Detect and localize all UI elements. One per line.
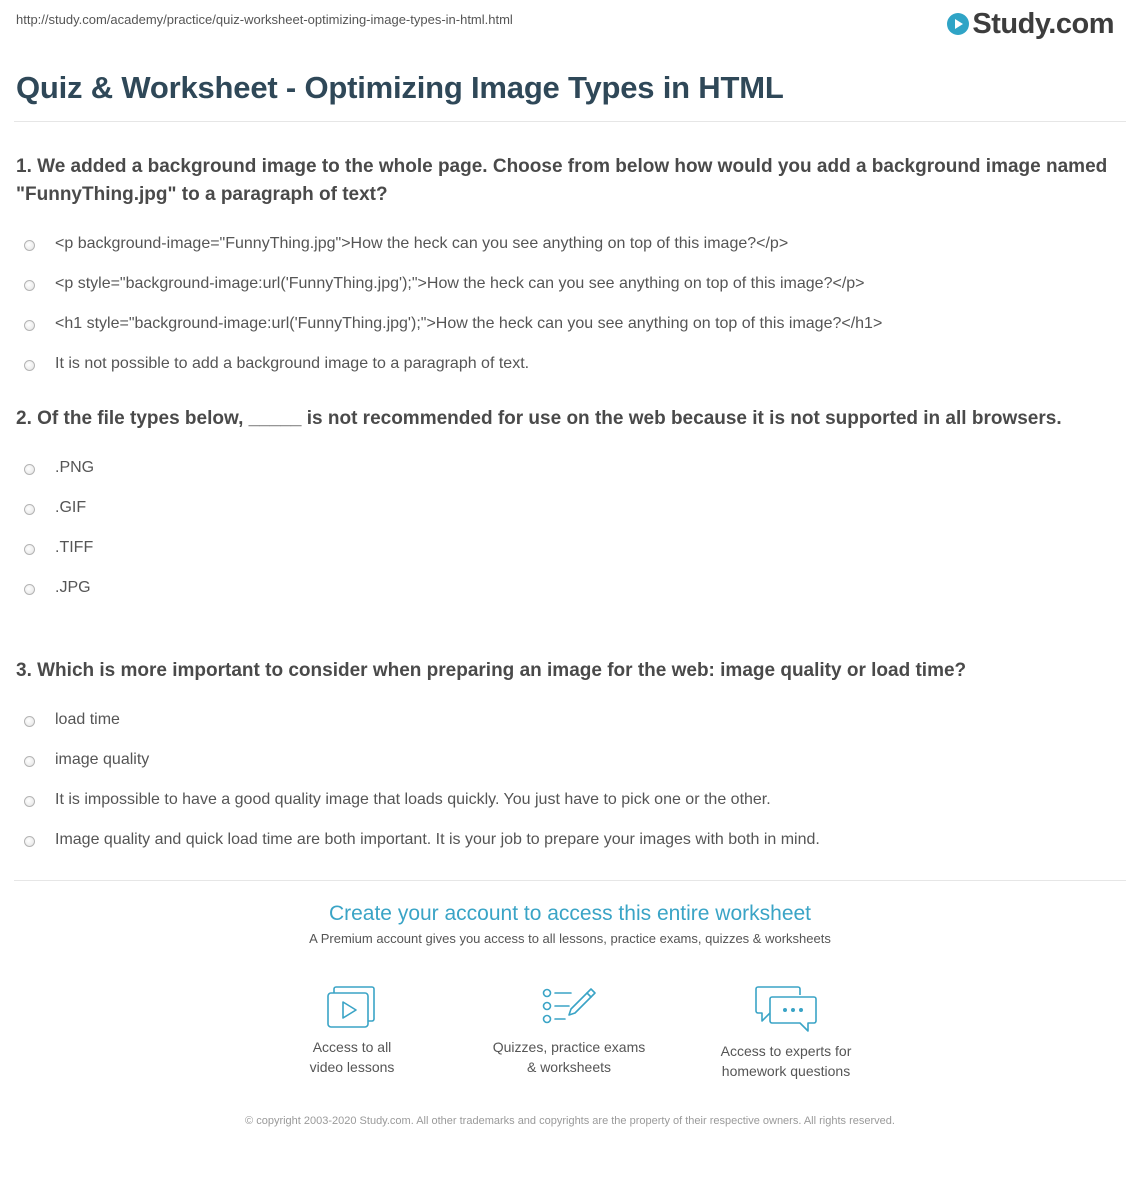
quiz-checklist-icon xyxy=(541,985,597,1029)
signup-cta xyxy=(0,902,1140,946)
page-title: Quiz & Worksheet - Optimizing Image Types in HTML xyxy=(16,70,784,105)
page-url: http://study.com/academy/practice/quiz-worksheet-optimizing-image-types-in-html.html xyxy=(16,12,513,27)
answer-list xyxy=(16,224,1124,384)
answer-label: load time xyxy=(55,711,120,728)
copyright-footer: © copyright 2003-2020 Study.com. All other trademarks and copyrights are the property of their respective owners. All rights reserved. xyxy=(245,1115,895,1127)
answer-option[interactable] xyxy=(16,488,1124,528)
answer-option[interactable] xyxy=(16,344,1124,384)
question-text: 1. We added a background image to the whole page. Choose from below how would you add a background image named "FunnyThing.jpg" to a paragraph of text? xyxy=(16,156,1108,205)
answer-list xyxy=(16,448,1124,608)
feature-label: Quizzes, practice exams & worksheets xyxy=(492,1039,646,1075)
answer-option[interactable] xyxy=(16,224,1124,264)
answer-label: <p background-image="FunnyThing.jpg">How the heck can you see anything on top of this image?</p> xyxy=(55,235,789,252)
radio-button[interactable] xyxy=(24,544,35,555)
feature-experts xyxy=(686,985,886,1081)
answer-option[interactable] xyxy=(16,568,1124,608)
radio-button[interactable] xyxy=(24,360,35,371)
feature-label: Access to experts for homework questions xyxy=(720,1043,852,1079)
question-text: 2. Of the file types below, _____ is not recommended for use on the web because it is not supported in all browsers. xyxy=(16,408,1062,429)
divider xyxy=(14,121,1126,122)
cta-subtitle: A Premium account gives you access to all lessons, practice exams, quizzes & worksheets xyxy=(309,931,831,946)
answer-option[interactable] xyxy=(16,820,1124,860)
answer-label: It is not possible to add a background image to a paragraph of text. xyxy=(55,355,530,372)
answer-option[interactable] xyxy=(16,528,1124,568)
question-text: 3. Which is more important to consider when preparing an image for the web: image quality or load time? xyxy=(16,660,967,681)
answer-label: .PNG xyxy=(55,459,95,476)
feature-quizzes xyxy=(469,985,669,1077)
video-lessons-icon xyxy=(326,985,378,1029)
study-logo[interactable] xyxy=(947,8,1114,40)
answer-label: Image quality and quick load time are both important. It is your job to prepare your images with both in mind. xyxy=(55,831,820,848)
radio-button[interactable] xyxy=(24,584,35,595)
logo-text: Study.com xyxy=(972,8,1114,40)
feature-video-lessons xyxy=(252,985,452,1077)
radio-button[interactable] xyxy=(24,280,35,291)
divider xyxy=(14,880,1126,881)
answer-option[interactable] xyxy=(16,264,1124,304)
answer-option[interactable] xyxy=(16,700,1124,740)
radio-button[interactable] xyxy=(24,756,35,767)
radio-button[interactable] xyxy=(24,464,35,475)
answer-label: .JPG xyxy=(55,579,91,596)
radio-button[interactable] xyxy=(24,240,35,251)
radio-button[interactable] xyxy=(24,716,35,727)
answer-label: .GIF xyxy=(55,499,87,516)
question-3 xyxy=(16,657,1124,860)
answer-option[interactable] xyxy=(16,740,1124,780)
answer-label: It is impossible to have a good quality image that loads quickly. You just have to pick one or the other. xyxy=(55,791,771,808)
answer-option[interactable] xyxy=(16,304,1124,344)
answer-option[interactable] xyxy=(16,448,1124,488)
radio-button[interactable] xyxy=(24,796,35,807)
answer-label: <p style="background-image:url('FunnyThing.jpg');">How the heck can you see anything on top of this image?</p> xyxy=(55,275,865,292)
question-2 xyxy=(16,405,1124,608)
answer-list xyxy=(16,700,1124,860)
feature-label: Access to all video lessons xyxy=(309,1039,395,1075)
answer-label: <h1 style="background-image:url('FunnyThing.jpg');">How the heck can you see anything on top of this image?</h1> xyxy=(55,315,883,332)
radio-button[interactable] xyxy=(24,836,35,847)
question-1 xyxy=(16,153,1124,384)
answer-label: .TIFF xyxy=(55,539,94,556)
cta-title-link[interactable]: Create your account to access this entire worksheet xyxy=(328,902,812,925)
answer-label: image quality xyxy=(55,751,150,768)
chat-bubbles-icon xyxy=(754,985,818,1033)
radio-button[interactable] xyxy=(24,504,35,515)
radio-button[interactable] xyxy=(24,320,35,331)
play-circle-icon xyxy=(947,13,969,35)
answer-option[interactable] xyxy=(16,780,1124,820)
